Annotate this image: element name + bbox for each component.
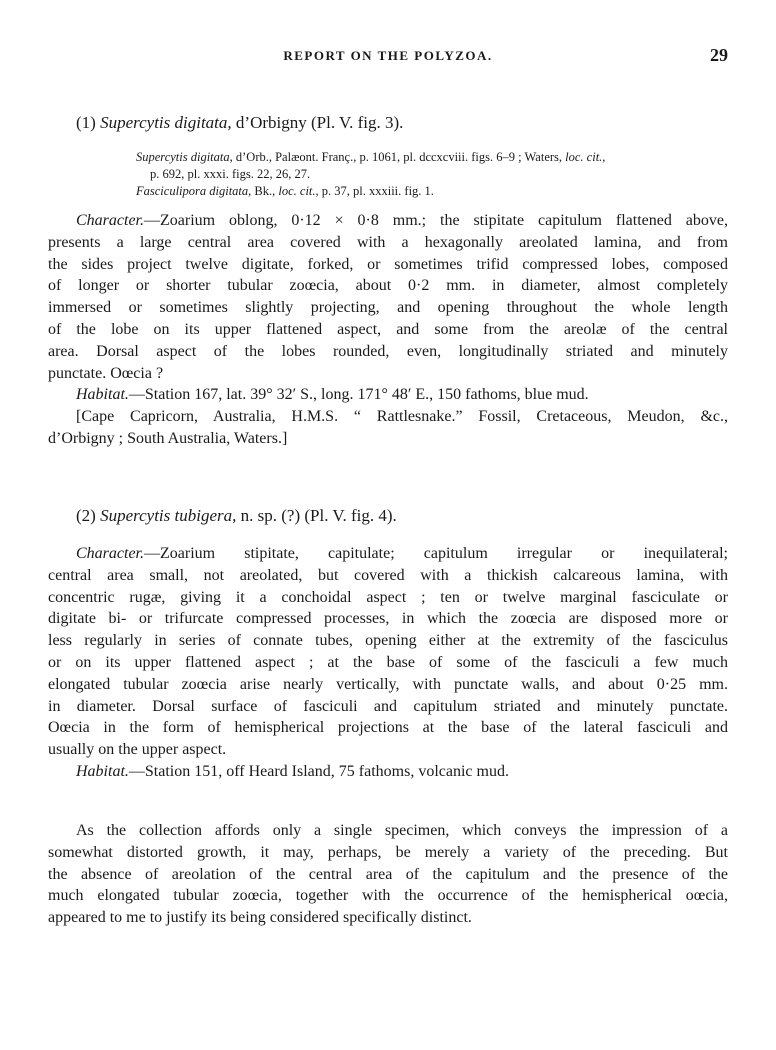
habitat-label: Habitat. xyxy=(76,386,129,404)
distribution-line: d’Orbigny ; South Australia, Waters.] xyxy=(48,429,288,447)
text-line: of the lobe on its upper flattened aspect, and some from the areolæ of the central xyxy=(48,320,728,338)
distribution-line: [Cape Capricorn, Australia, H.M.S. “ Rattlesnake.” Fossil, Cretaceous, Meudon, &c., xyxy=(76,408,728,426)
species-1-title xyxy=(48,112,756,134)
text-line: the absence of areolation of the central area of the capitulum and the presence of the xyxy=(48,865,728,883)
text-line: of longer or shorter tubular zoœcia, about 0·2 mm. in diameter, almost completely xyxy=(48,277,728,295)
text-line: the sides project twelve digitate, forked, or sometimes trifid compressed lobes, composed xyxy=(48,255,728,273)
text-line: Oœcia in the form of hemispherical projections at the base of the lateral fasciculi and xyxy=(48,719,728,737)
text-line: presents a large central area covered with a hexagonally areolated lamina, and from xyxy=(48,233,728,251)
page-header xyxy=(48,45,728,69)
text-line: punctate. Oœcia ? xyxy=(48,364,164,382)
text-line: Character.—Zoarium oblong, 0·12 × 0·8 mm.; the stipitate capitulum flattened above, xyxy=(76,212,728,229)
habitat-line: Habitat.—Station 151, off Heard Island, 75 fathoms, volcanic mud. xyxy=(76,762,509,780)
running-head: REPORT ON THE POLYZOA. xyxy=(283,48,493,63)
text-line: concentric rugæ, giving it a conchoidal aspect ; ten or twelve marginal fasciculate or xyxy=(48,588,728,606)
species-2-character xyxy=(48,543,728,783)
text-line: appeared to me to justify its being considered specifically distinct. xyxy=(48,909,472,927)
text-line: usually on the upper aspect. xyxy=(48,741,227,759)
species-2-name: Supercytis tubigera, xyxy=(100,506,237,525)
page-number: 29 xyxy=(710,45,728,65)
character-label: Character. xyxy=(76,212,144,229)
text-line: in diameter. Dorsal surface of fasciculi and capitulum striated and minutely punctate. xyxy=(48,697,728,715)
species-1-character xyxy=(48,210,728,450)
habitat-line: Habitat.—Station 167, lat. 39° 32′ S., long. 171° 48′ E., 150 fathoms, blue mud. xyxy=(76,386,589,404)
text-line: less regularly in series of connate tubes, opening either at the extremity of the fasciculus xyxy=(48,632,728,650)
text-line: Character.—Zoarium stipitate, capitulate; capitulum irregular or inequilateral; xyxy=(76,545,728,562)
text-line: area. Dorsal aspect of the lobes rounded, even, longitudinally striated and minutely xyxy=(48,342,728,360)
text-line: As the collection affords only a single specimen, which conveys the impression of a xyxy=(76,822,728,839)
text-line: immersed or sometimes slightly projecting, and opening throughout the whole length xyxy=(48,299,728,317)
habitat-label: Habitat. xyxy=(76,762,129,780)
synonymy-line: p. 692, pl. xxxi. figs. 22, 26, 27. xyxy=(150,167,311,181)
text-line: much elongated tubular zoœcia, together with the occurrence of the hemispherical oœcia, xyxy=(48,887,728,905)
synonymy-line: Supercytis digitata, d’Orb., Palæont. Franç., p. 1061, pl. dccxcviii. figs. 6–9 ; Waters, loc. cit., xyxy=(136,150,606,164)
species-1-name: Supercytis digitata, xyxy=(100,113,232,132)
species-1-number: (1) xyxy=(76,113,96,132)
closing-paragraph xyxy=(48,820,728,929)
character-label: Character. xyxy=(76,545,144,562)
text-line: digitate bi- or trifurcate compressed processes, in which the zoœcia are disposed more or xyxy=(48,610,728,628)
text-line: or on its upper flattened aspect ; at the base of some of the fasciculi a few much xyxy=(48,653,728,671)
synonymy-line: Fasciculipora digitata, Bk., loc. cit., p. 37, pl. xxxiii. fig. 1. xyxy=(136,184,434,198)
text-line: elongated tubular zoœcia arise nearly vertically, with punctate walls, and about 0·25 mm. xyxy=(48,675,728,693)
species-2-authority: n. sp. (?) (Pl. V. fig. 4). xyxy=(240,506,397,525)
text-line: somewhat distorted growth, it may, perhaps, be merely a variety of the preceding. But xyxy=(48,843,728,861)
species-1-synonymy xyxy=(48,149,728,200)
species-2-number: (2) xyxy=(76,506,96,525)
species-1-authority: d’Orbigny (Pl. V. fig. 3). xyxy=(235,113,404,132)
species-2-title xyxy=(48,505,756,527)
text-line: central area small, not areolated, but covered with a thickish calcareous lamina, with xyxy=(48,566,728,584)
